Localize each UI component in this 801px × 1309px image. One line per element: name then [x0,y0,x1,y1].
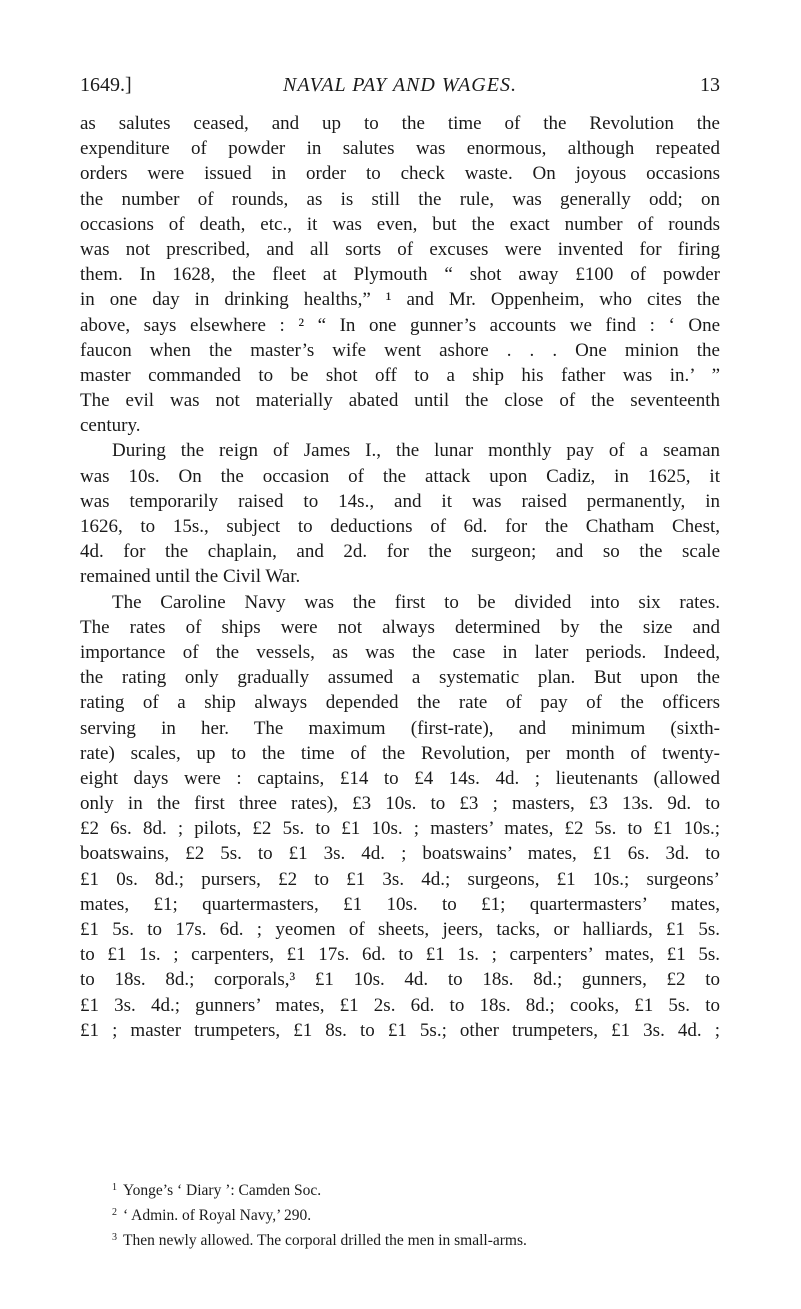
footnotes [80,1177,720,1252]
text-line: £1 3s. 4d.; gunners’ mates, £1 2s. 6d. to 18s. 8d.; cooks, £1 5s. to [80,994,720,1016]
text-line: The Caroline Navy was the first to be divided into six rates. [112,591,720,613]
footnote [80,1177,720,1202]
text-line: only in the first three rates), £3 10s. to £3 ; masters, £3 13s. 9d. to [80,793,720,815]
text-line: 4d. for the chaplain, and 2d. for the surgeon; and so the scale [80,541,720,563]
text-line: faucon when the master’s wife went ashore . . . One minion the [80,339,720,361]
text-line: eight days were : captains, £14 to £4 14s. 4d. ; lieutenants (allowed [80,767,720,789]
text-line: them. In 1628, the fleet at Plymouth “ shot away £100 of powder [80,264,720,286]
text-line: to £1 1s. ; carpenters, £1 17s. 6d. to £1 1s. ; carpenters’ mates, £1 5s. [80,944,720,966]
text-line: was 10s. On the occasion of the attack upon Cadiz, in 1625, it [80,465,720,487]
page-number: 13 [700,74,720,96]
text-line: the rating only gradually assumed a systematic plan. But upon the [80,667,720,689]
text-line: was temporarily raised to 14s., and it was raised permanently, in [80,490,720,512]
footnote-mark: 3 [112,1232,117,1243]
text-line: The rates of ships were not always determined by the size and [80,616,720,638]
text-line: mates, £1; quartermasters, £1 10s. to £1; quartermasters’ mates, [80,893,720,915]
text-line: £1 5s. to 17s. 6d. ; yeomen of sheets, jeers, tacks, or halliards, £1 5s. [80,919,720,940]
body-text [80,111,720,1043]
text-line: expenditure of powder in salutes was enormous, although repeated [80,138,720,160]
footnote [80,1202,720,1227]
text-line: was not prescribed, and all sorts of excuses were invented for firing [80,238,720,260]
text-line: £1 ; master trumpeters, £1 8s. to £1 5s.; other trumpeters, £1 3s. 4d. ; [80,1019,720,1041]
text-line: £1 0s. 8d.; pursers, £2 to £1 3s. 4d.; surgeons, £1 10s.; surgeons’ [80,868,720,890]
text-line: master commanded to be shot off to a ship his father was in.’ ” [80,364,720,386]
text-line: rate) scales, up to the time of the Revolution, per month of twenty- [80,742,720,764]
text-line: 1626, to 15s., subject to deductions of 6d. for the Chatham Chest, [80,516,720,537]
text-line: orders were issued in order to check waste. On joyous occasions [80,163,720,185]
text-line: to 18s. 8d.; corporals,³ £1 10s. 4d. to 18s. 8d.; gunners, £2 to [80,969,720,991]
footnote-text: Then newly allowed. The corporal drilled the men in small-arms. [123,1232,527,1249]
header-title: NAVAL PAY AND WAGES. [283,74,517,96]
text-line: serving in her. The maximum (first-rate), and minimum (sixth- [80,717,720,739]
text-line: century. [80,415,141,437]
text-line: During the reign of James I., the lunar monthly pay of a seaman [112,440,720,462]
text-line: above, says elsewhere : ² “ In one gunner’s accounts we find : ‘ One [80,314,720,336]
text-line: in one day in drinking healths,” ¹ and Mr. Oppenheim, who cites the [80,289,720,311]
text-line: £2 6s. 8d. ; pilots, £2 5s. to £1 10s. ; masters’ mates, £2 5s. to £1 10s.; [80,818,720,840]
text-line: rating of a ship always depended the rate of pay of the officers [80,692,720,714]
text-line: remained until the Civil War. [80,566,301,588]
footnote-mark: 1 [112,1182,117,1193]
text-line: as salutes ceased, and up to the time of the Revolution the [80,113,720,134]
running-header [80,74,720,98]
text-line: The evil was not materially abated until the close of the seventeenth [80,390,720,412]
text-line: importance of the vessels, as was the case in later periods. Indeed, [80,641,720,663]
footnote-text: Yonge’s ‘ Diary ’: Camden Soc. [123,1182,322,1199]
footnote-mark: 2 [112,1207,117,1218]
text-line: occasions of death, etc., it was even, but the exact number of rounds [80,213,720,235]
header-year: 1649.] [80,74,132,96]
text-line: boatswains, £2 5s. to £1 3s. 4d. ; boatswains’ mates, £1 6s. 3d. to [80,843,720,865]
text-line: the number of rounds, as is still the rule, was generally odd; on [80,188,720,210]
footnote-text: ‘ Admin. of Royal Navy,’ 290. [123,1207,312,1224]
footnote [80,1227,720,1252]
